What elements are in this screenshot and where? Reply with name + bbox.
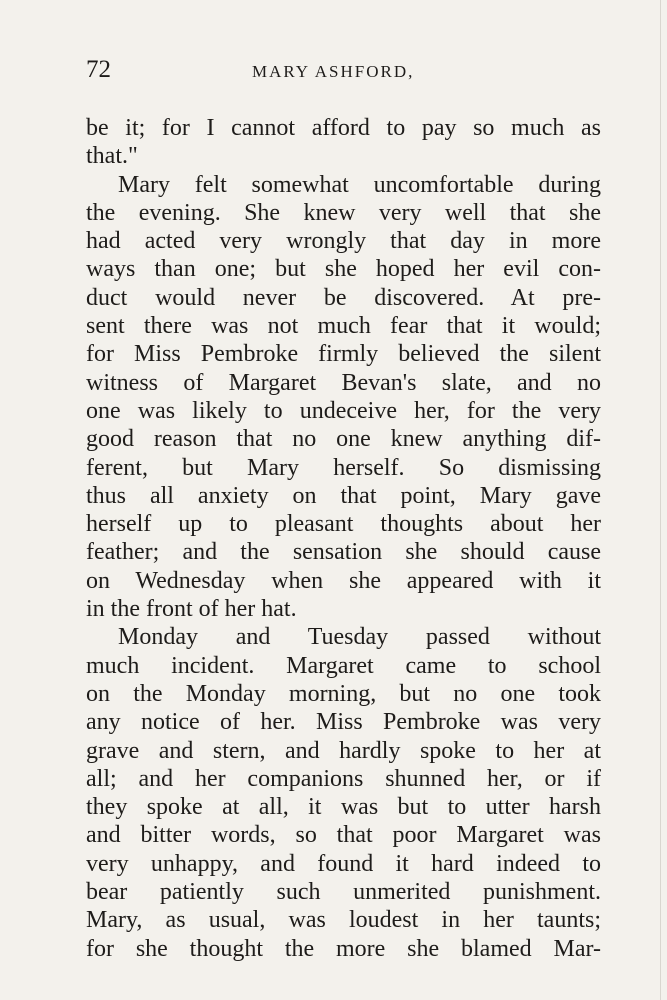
page-number: 72 (86, 56, 111, 83)
text-line: one was likely to undeceive her, for the very (86, 397, 601, 424)
text-line: good reason that no one knew anything dif- (86, 426, 601, 453)
text-line: much incident. Margaret came to school (86, 652, 601, 679)
text-line: that." (86, 143, 138, 170)
text-line: feather; and the sensation she should cause (86, 539, 601, 566)
text-line: thus all anxiety on that point, Mary gave (86, 482, 601, 509)
text-line: any notice of her. Miss Pembroke was very (86, 709, 601, 736)
text-line: the evening. She knew very well that she (86, 199, 601, 226)
text-line: had acted very wrongly that day in more (86, 228, 601, 255)
page-edge-line (660, 0, 661, 1000)
text-line: ways than one; but she hoped her evil con- (86, 256, 601, 283)
text-line: grave and stern, and hardly spoke to her at (86, 737, 601, 764)
text-line: on the Monday morning, but no one took (86, 680, 601, 707)
text-line: on Wednesday when she appeared with it (86, 567, 601, 594)
text-line: for Miss Pembroke firmly believed the silent (86, 341, 601, 368)
running-title: MARY ASHFORD, (252, 62, 415, 81)
text-line: for she thought the more she blamed Mar- (86, 935, 601, 962)
body-text (86, 114, 601, 963)
text-line: duct would never be discovered. At pre- (86, 284, 601, 311)
text-line: Mary, as usual, was loudest in her taunts; (86, 907, 601, 934)
text-line: in the front of her hat. (86, 596, 297, 623)
text-line: they spoke at all, it was but to utter harsh (86, 794, 601, 821)
text-line: sent there was not much fear that it would; (86, 313, 601, 340)
text-line: and bitter words, so that poor Margaret was (86, 822, 601, 849)
text-line: all; and her companions shunned her, or if (86, 765, 601, 792)
text-line: be it; for I cannot afford to pay so much as (86, 115, 601, 141)
paragraph-first-line: Monday and Tuesday passed without (118, 624, 601, 651)
text-line: witness of Margaret Bevan's slate, and no (86, 369, 601, 396)
page-header (86, 52, 601, 88)
text-line: bear patiently such unmerited punishment. (86, 879, 601, 906)
paragraph-first-line: Mary felt somewhat uncomfortable during (118, 171, 601, 198)
text-line: ferent, but Mary herself. So dismissing (86, 454, 601, 481)
text-line: very unhappy, and found it hard indeed to (86, 850, 601, 877)
text-line: herself up to pleasant thoughts about her (86, 511, 601, 538)
